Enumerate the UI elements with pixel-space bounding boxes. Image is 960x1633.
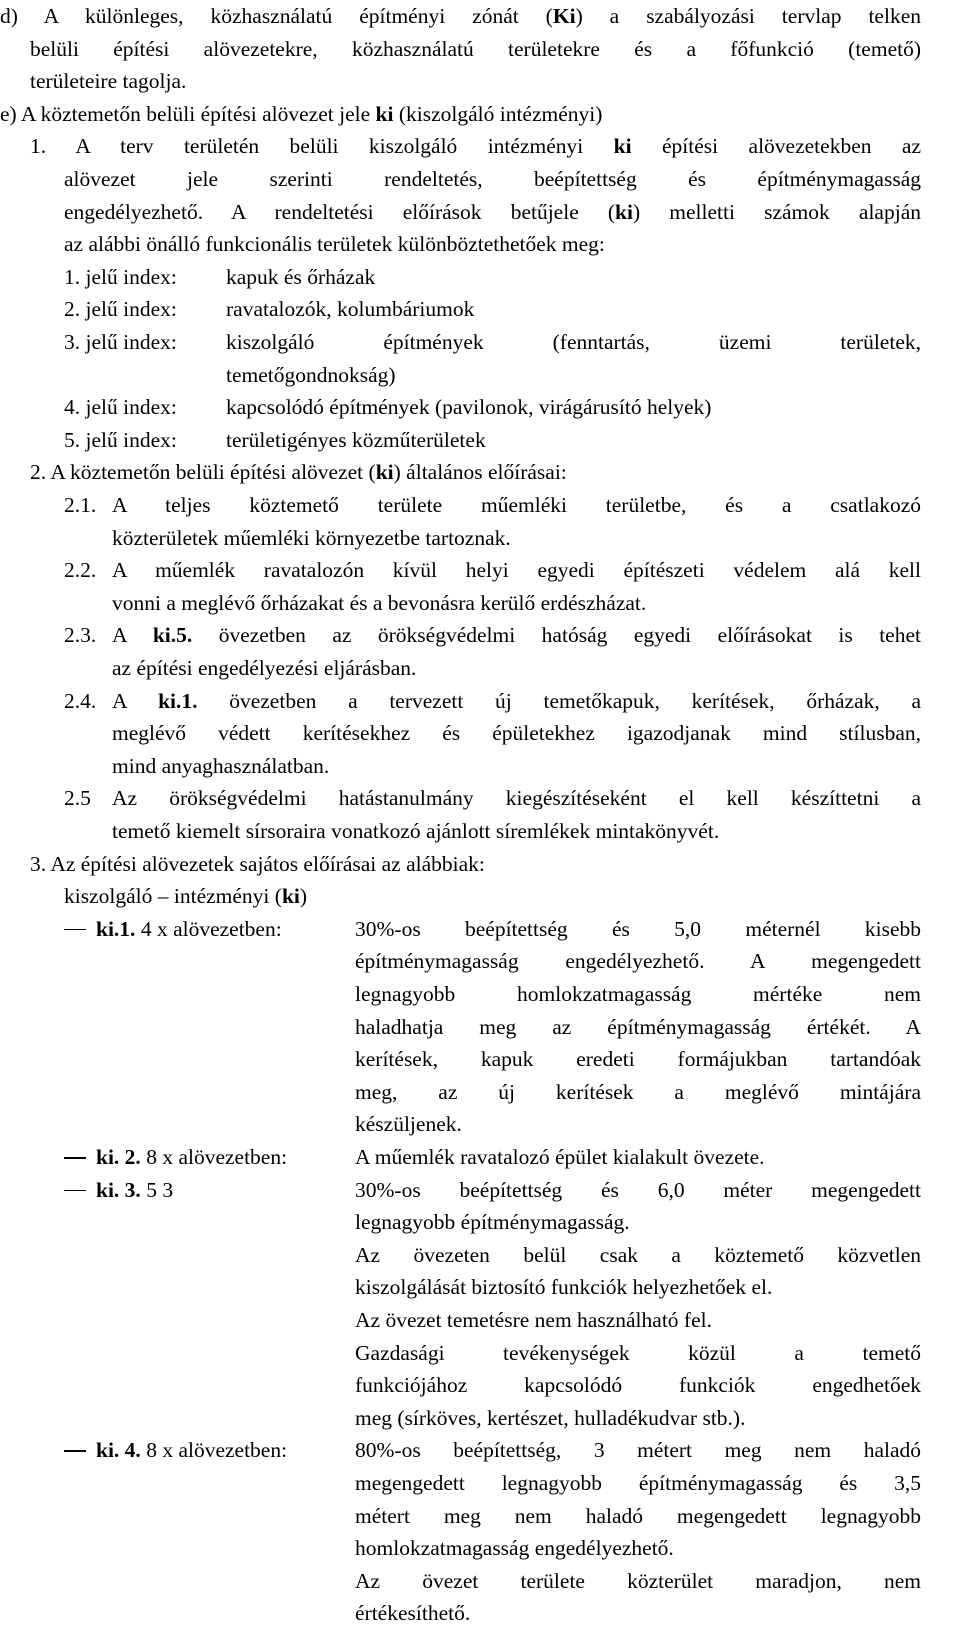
zone-ki3-line-6: Gazdasági tevékenységek közül a temető — [355, 1340, 921, 1365]
subitem-2-5-line-1: 2.5 Az örökségvédelmi hatástanulmány kiegészítéseként el kell készíttetni a — [64, 786, 921, 811]
zone-ki3-line-1: ki. 3. 5 3 30%-os beépítettség és 6,0 méter megengedett — [0, 1174, 960, 1207]
zone-ki1-line-4: haladhatja meg az építménymagasság értékét. A — [355, 1014, 921, 1039]
zone-ki4-line-6: értékesíthető. — [355, 1601, 471, 1626]
para-d-line-1: d) A különleges, közhasználatú építményi zónát (Ki) a szabályozási tervlap telken — [0, 4, 921, 28]
zone-ki1-line-3: legnagyobb homlokzatmagasság mértéke nem — [355, 982, 921, 1006]
zone-ki1-line-7: készüljenek. — [355, 1112, 462, 1137]
subitem-2-4-line-3: mind anyaghasználatban. — [112, 753, 330, 778]
index-item-1: 1. jelű index: kapuk és őrházak — [64, 264, 376, 289]
subitem-2-2-line-2: vonni a meglévő őrházakat és a bevonásra kerülő erdészházat. — [112, 590, 647, 615]
zone-ki4-line-3: métert meg nem haladó megengedett legnagyobb — [355, 1503, 921, 1528]
para-d-line-2: belüli építési alövezetekre, közhasználatú területekre és a főfunkció (temető) — [30, 36, 921, 61]
index-item-3: 3. jelű index: kiszolgáló építmények (fenntartás, üzemi területek, — [64, 330, 921, 354]
dash-bullet — [64, 929, 86, 931]
dash-bullet — [64, 1190, 86, 1192]
zone-ki3-line-5: Az övezet temetésre nem használható fel. — [355, 1308, 712, 1332]
zone-ki2: ki. 2. 8 x alövezetben: A műemlék ravatalozó épület kialakult övezete. — [0, 1141, 960, 1174]
item-1-line-1: 1. A terv területén belüli kiszolgáló intézményi ki építési alövezetekben az — [30, 134, 921, 159]
subitem-2-4-line-1: 2.4. A ki.1. övezetben a tervezett új temetőkapuk, kerítések, őrházak, a — [64, 688, 921, 713]
zone-ki3-line-8: meg (sírköves, kertészet, hulladékudvar stb.). — [355, 1405, 746, 1430]
subitem-2-4-line-2: meglévő védett kerítésekhez és épületekhez igazodjanak mind stílusban, — [112, 721, 921, 746]
zone-ki3-line-2: legnagyobb építménymagasság. — [355, 1210, 630, 1235]
zone-ki1-line-5: kerítések, kapuk eredeti formájukban tartandóak — [355, 1047, 921, 1072]
index-item-3-cont: temetőgondnokság) — [226, 362, 396, 387]
item-1-line-3: engedélyezhető. A rendeltetési előírások betűjele (ki) melletti számok alapján — [64, 199, 921, 224]
subitem-2-5-line-2: temető kiemelt sírsoraira vonatkozó ajánlott síremlékek mintakönyvét. — [112, 819, 720, 843]
para-d-line-3: területeire tagolja. — [30, 69, 187, 94]
index-item-2: 2. jelű index: ravatalozók, kolumbáriumok — [64, 297, 475, 322]
subitem-2-3-line-2: az építési engedélyezési eljárásban. — [112, 656, 417, 680]
zone-ki4-line-1: ki. 4. 8 x alövezetben: 80%-os beépítettség, 3 métert meg nem haladó — [0, 1434, 960, 1467]
index-item-5: 5. jelű index: területigényes közműterületek — [64, 427, 486, 452]
dash-bullet — [64, 1157, 86, 1159]
dash-bullet — [64, 1450, 86, 1452]
subitem-2-1-line-2: közterületek műemléki környezetbe tartoznak. — [112, 525, 511, 550]
subitem-2-3-line-1: 2.3. A ki.5. övezetben az örökségvédelmi hatóság egyedi előírásokat is tehet — [64, 623, 921, 648]
zone-ki3-line-4: kiszolgálását biztosító funkciók helyezhetőek el. — [355, 1275, 773, 1300]
zone-ki3-line-7: funkciójához kapcsolódó funkciók engedhetőek — [355, 1373, 921, 1398]
zone-ki1-line-1: ki.1. 4 x alövezetben: 30%-os beépítettség és 5,0 méternél kisebb — [0, 913, 960, 946]
zone-ki1-line-2: építménymagasság engedélyezhető. A megengedett — [355, 949, 921, 974]
item-1-line-2: alövezet jele szerinti rendeltetés, beépítettség és építménymagasság — [64, 167, 921, 191]
zone-ki4-line-5: Az övezet területe közterület maradjon, nem — [355, 1568, 921, 1593]
para-e: e) A köztemetőn belüli építési alövezet jele ki (kiszolgáló intézményi) — [0, 101, 603, 126]
zone-ki1-line-6: meg, az új kerítések a meglévő mintájára — [355, 1079, 921, 1104]
item-3-subtitle: kiszolgáló – intézményi (ki) — [64, 884, 308, 909]
item-3-heading: 3. Az építési alövezetek sajátos előírásai az alábbiak: — [30, 851, 485, 876]
item-2-heading: 2. A köztemetőn belüli építési alövezet (ki) általános előírásai: — [30, 460, 567, 485]
subitem-2-1-line-1: 2.1. A teljes köztemető területe műemléki területbe, és a csatlakozó — [64, 493, 921, 517]
zone-ki4-line-2: megengedett legnagyobb építménymagasság és 3,5 — [355, 1471, 921, 1495]
zone-ki4-line-4: homlokzatmagasság engedélyezhető. — [355, 1536, 674, 1561]
subitem-2-2-line-1: 2.2. A műemlék ravatalozón kívül helyi egyedi építészeti védelem alá kell — [64, 558, 921, 583]
item-1-line-4: az alábbi önálló funkcionális területek különböztethetőek meg: — [64, 232, 605, 257]
zone-ki3-line-3: Az övezeten belül csak a köztemető közvetlen — [355, 1242, 921, 1267]
index-item-4: 4. jelű index: kapcsolódó építmények (pavilonok, virágárusító helyek) — [64, 395, 712, 420]
